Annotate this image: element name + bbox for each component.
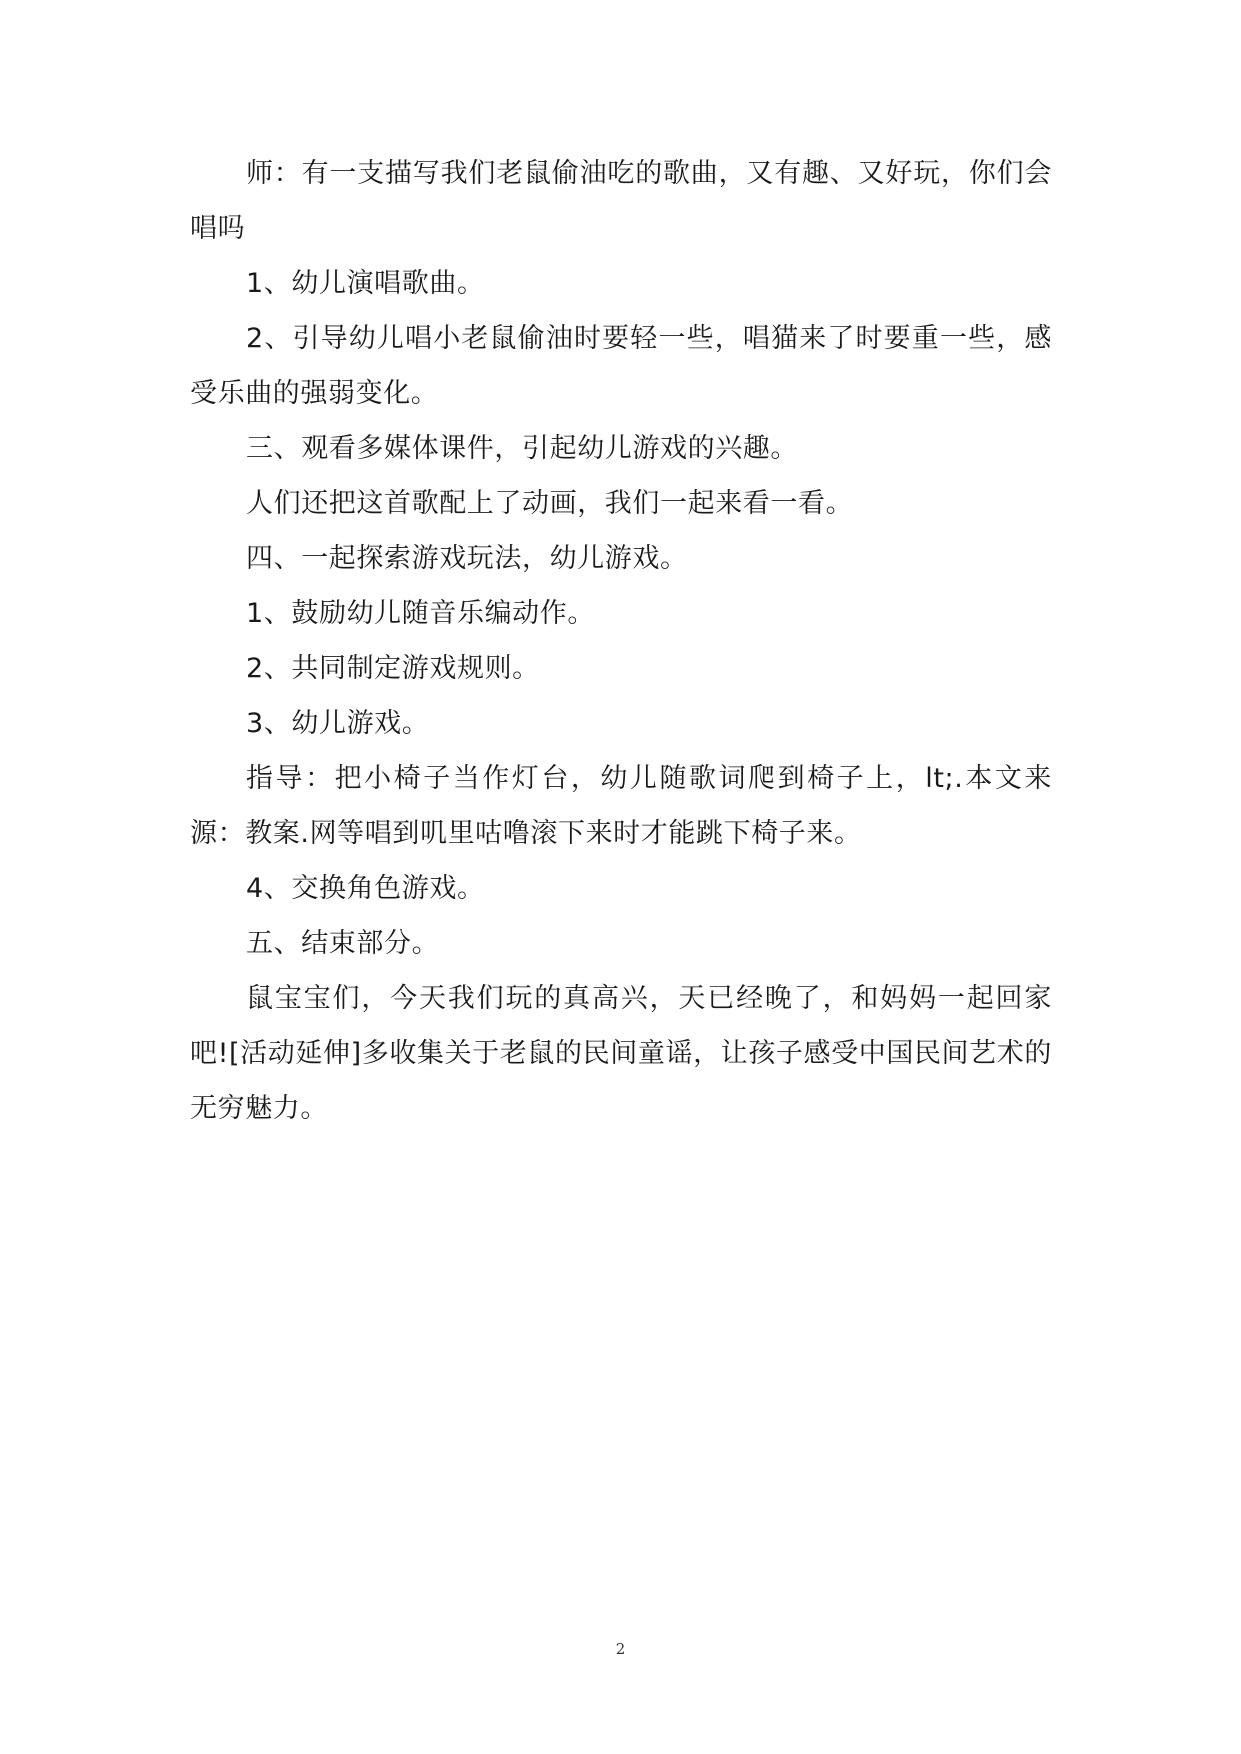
section-heading-three: 三、观看多媒体课件，引起幼儿游戏的兴趣。 xyxy=(246,433,798,464)
paragraph-step-2-rules: 2、共同制定游戏规则。 xyxy=(246,653,540,684)
paragraph-step-3-game: 3、幼儿游戏。 xyxy=(246,708,430,739)
paragraph-step-1-moves: 1、鼓励幼儿随音乐编动作。 xyxy=(246,598,595,629)
paragraph-animation: 人们还把这首歌配上了动画，我们一起来看一看。 xyxy=(246,488,854,519)
paragraph-step-1-sing: 1、幼儿演唱歌曲。 xyxy=(246,268,485,299)
paragraph-step-4-roles: 4、交换角色游戏。 xyxy=(246,873,485,904)
paragraph-step-2-guide: 2、引导幼儿唱小老鼠偷油时要轻一些，唱猫来了时要重一些，感受乐曲的强弱变化。 xyxy=(190,323,1052,409)
page-body xyxy=(190,146,1052,1136)
page-number: 2 xyxy=(615,1640,626,1658)
paragraph-guidance: 指导：把小椅子当作灯台，幼儿随歌词爬到椅子上，lt;.本文来源：教案.网等唱到叽里咕噜滚下来时才能跳下椅子来。 xyxy=(190,763,1052,849)
section-heading-five: 五、结束部分。 xyxy=(246,928,440,959)
section-heading-four: 四、一起探索游戏玩法，幼儿游戏。 xyxy=(246,543,688,574)
paragraph-closing: 鼠宝宝们，今天我们玩的真高兴，天已经晚了，和妈妈一起回家吧![活动延伸]多收集关于老鼠的民间童谣，让孩子感受中国民间艺术的无穷魅力。 xyxy=(190,983,1052,1124)
paragraph-teacher-question: 师：有一支描写我们老鼠偷油吃的歌曲，又有趣、又好玩，你们会唱吗 xyxy=(190,158,1052,244)
